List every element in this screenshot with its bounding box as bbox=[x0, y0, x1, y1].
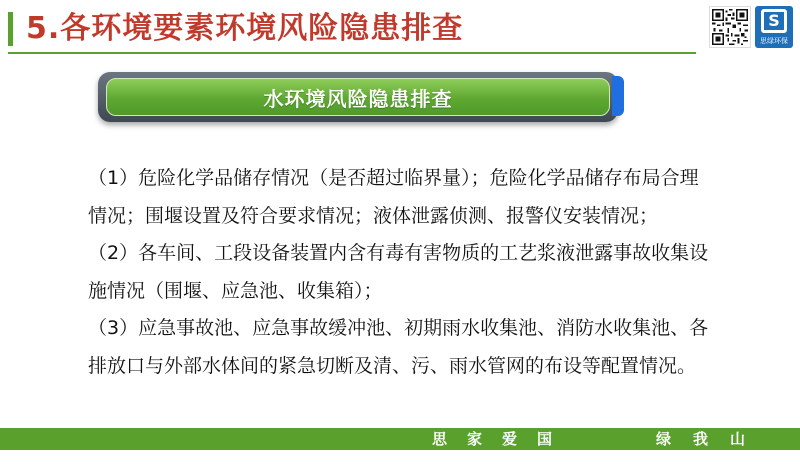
section-title: 水环境风险隐患排查 bbox=[263, 86, 453, 111]
body-line: 情况；围堰设置及符合要求情况；液体泄露侦测、报警仪安装情况； bbox=[88, 204, 659, 227]
company-logo-icon bbox=[755, 6, 793, 48]
body-line: （2）各车间、工段设备装置内含有毒有害物质的工艺浆液泄露事故收集设 bbox=[88, 242, 709, 264]
footer-bar bbox=[0, 428, 800, 470]
footer-slogan-right: 绿我山河 bbox=[656, 430, 768, 470]
qr-code-graphic bbox=[712, 9, 748, 45]
body-line: 施情况（围堰、应急池、收集箱）； bbox=[88, 279, 383, 302]
section-banner bbox=[106, 78, 610, 116]
body-line: （1）危险化学品储存情况（是否超过临界量）；危险化学品储存布局合理 bbox=[88, 167, 699, 189]
logo-mark: S bbox=[761, 9, 787, 33]
body-line: （3）应急事故池、应急事故缓冲池、初期雨水收集池、消防水收集池、各 bbox=[88, 317, 709, 339]
body-text bbox=[88, 160, 748, 385]
title-underline bbox=[8, 52, 696, 54]
qr-code-icon bbox=[709, 6, 751, 48]
page-title: 5.各环境要素环境风险隐患排查 bbox=[26, 11, 464, 46]
body-line: 排放口与外部水体间的紧急切断及清、污、雨水管网的布设等配置情况。 bbox=[88, 354, 697, 377]
logo-text: 思绿环保 bbox=[760, 37, 788, 45]
footer-slogan-left: 思家爱国 bbox=[432, 430, 573, 448]
section-banner-edge bbox=[612, 76, 624, 116]
title-accent-bar bbox=[8, 12, 13, 46]
